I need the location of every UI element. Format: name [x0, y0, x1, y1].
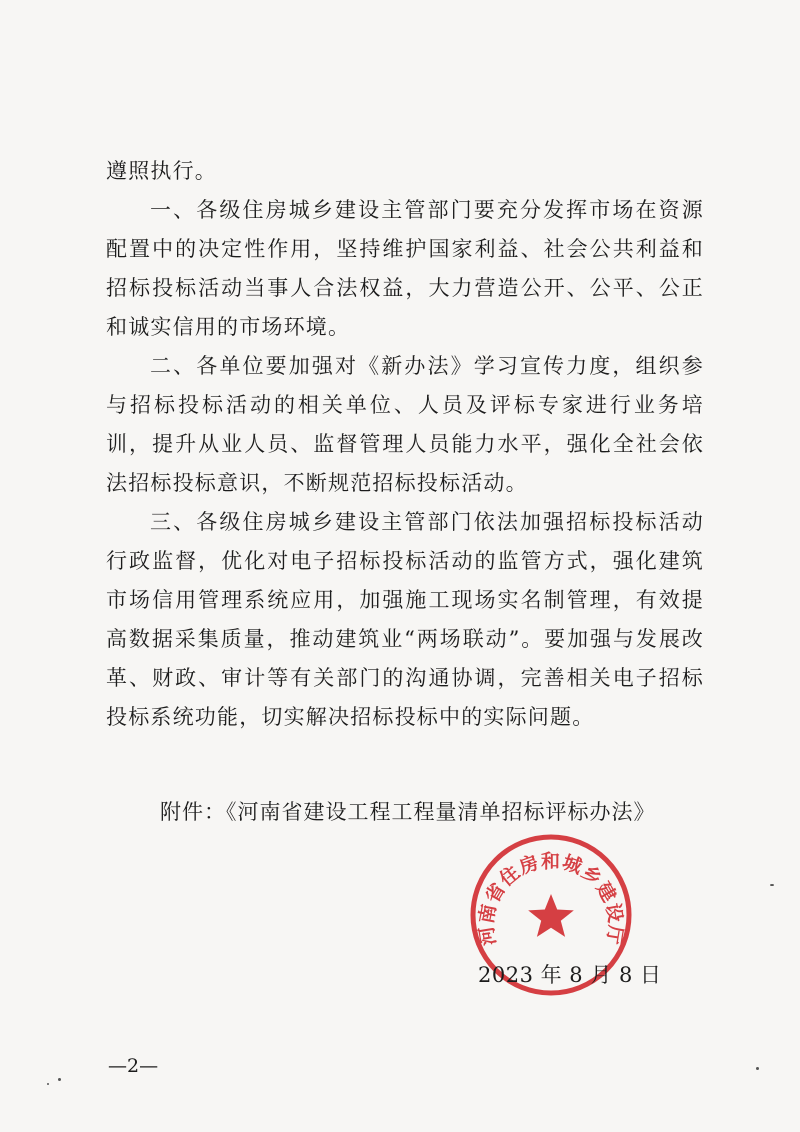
scan-speck: [58, 1078, 61, 1081]
paragraph-1: 一、各级住房城乡建设主管部门要充分发挥市场在资源配置中的决定性作用，坚持维护国家利益、社会公共利益和招标投标活动当事人合法权益，大力营造公开、公平、公正和诚实信用的市场环境。: [106, 198, 704, 339]
page-number: —2—: [108, 1055, 159, 1077]
scan-speck: [756, 1067, 759, 1070]
paragraph-3: 三、各级住房城乡建设主管部门依法加强招标投标活动行政监督，优化对电子招标投标活动的监管方式，强化建筑市场信用管理系统应用，加强施工现场实名制管理，有效提高数据采集质量，推动建筑业“两场联动”。要加强与发展改革、财政、审计等有关部门的沟通协调，完善相关电子招标投标系统功能，切实解决招标投标中的实际问题。: [106, 510, 704, 729]
seal-star-icon: [528, 894, 574, 937]
scan-speck: [770, 884, 774, 886]
paragraph-2: 二、各单位要加强对《新办法》学习宣传力度，组织参与招标投标活动的相关单位、人员及评标专家进行业务培训，提升从业人员、监督管理人员能力水平，强化全社会依法招标投标意识，不断规范招标投标活动。: [106, 354, 704, 495]
attachment-line: 附件：《河南省建设工程工程量清单招标评标办法》: [160, 800, 656, 824]
document-date: 2023 年 8 月 8 日: [478, 963, 662, 987]
paragraph-closing: 遵照执行。: [106, 159, 217, 183]
body-text: [106, 152, 704, 737]
seal-text: 河南省住房和城乡建设厅: [475, 850, 627, 948]
scan-speck: [47, 1083, 49, 1085]
